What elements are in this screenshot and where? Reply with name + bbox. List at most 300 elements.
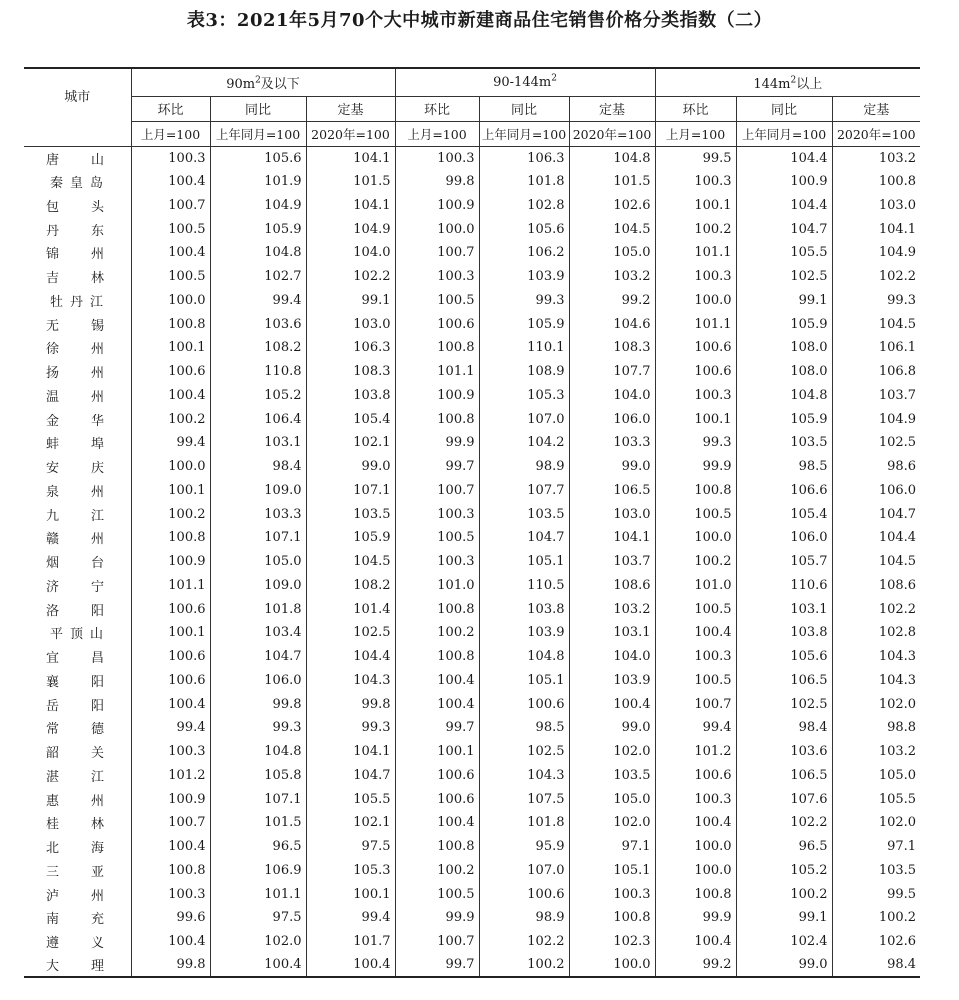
value-cell: 102.0 [569,811,655,835]
city-cell [24,835,131,859]
value-cell: 100.3 [131,146,210,170]
value-cell: 101.4 [306,597,395,621]
value-cell: 100.7 [655,692,736,716]
subheader-mom: 环比 [131,96,210,121]
table-row [24,431,920,455]
base-label-yoy: 上年同月=100 [479,121,569,146]
table-row [24,502,920,526]
base-label-fixed: 2020年=100 [569,121,655,146]
value-cell: 100.5 [131,265,210,289]
value-cell: 104.4 [832,526,920,550]
subheader-fixed-base: 定基 [832,96,920,121]
table-row [24,217,920,241]
table-row [24,835,920,859]
value-cell: 99.3 [210,716,306,740]
value-cell: 99.8 [395,170,479,194]
value-cell: 100.4 [569,692,655,716]
value-cell: 102.5 [832,431,920,455]
value-cell: 97.5 [306,835,395,859]
value-cell: 98.4 [736,716,832,740]
value-cell: 99.1 [736,289,832,313]
city-cell [24,194,131,218]
table-row [24,170,920,194]
value-cell: 107.1 [306,479,395,503]
value-cell: 104.1 [306,740,395,764]
city-cell [24,455,131,479]
value-cell: 102.6 [569,194,655,218]
value-cell: 100.1 [395,740,479,764]
value-cell: 99.8 [131,954,210,978]
city-name: 吉 林 [46,271,104,287]
city-cell [24,502,131,526]
value-cell: 102.3 [569,930,655,954]
value-cell: 101.5 [306,170,395,194]
value-cell: 108.2 [306,574,395,598]
value-cell: 104.5 [832,550,920,574]
value-cell: 100.4 [395,669,479,693]
city-name: 安 庆 [46,461,104,477]
value-cell: 100.4 [210,954,306,978]
value-cell: 98.4 [832,954,920,978]
value-cell: 102.2 [832,265,920,289]
value-cell: 100.8 [395,407,479,431]
city-name: 包 头 [46,199,104,215]
value-cell: 100.6 [131,360,210,384]
value-cell: 100.8 [131,859,210,883]
value-cell: 103.9 [479,621,569,645]
value-cell: 104.6 [569,312,655,336]
value-cell: 102.5 [736,265,832,289]
value-cell: 105.5 [306,787,395,811]
value-cell: 108.9 [479,360,569,384]
value-cell: 101.0 [655,574,736,598]
value-cell: 109.0 [210,574,306,598]
city-cell [24,265,131,289]
value-cell: 102.2 [479,930,569,954]
value-cell: 104.1 [306,146,395,170]
table-row [24,621,920,645]
table-row [24,787,920,811]
value-cell: 97.5 [210,906,306,930]
city-cell [24,289,131,313]
value-cell: 104.7 [306,764,395,788]
subheader-mom: 环比 [655,96,736,121]
value-cell: 110.5 [479,574,569,598]
value-cell: 104.9 [306,217,395,241]
value-cell: 100.3 [655,645,736,669]
city-cell [24,479,131,503]
value-cell: 103.8 [479,597,569,621]
value-cell: 102.5 [736,692,832,716]
value-cell: 102.5 [479,740,569,764]
value-cell: 100.3 [655,265,736,289]
value-cell: 101.2 [655,740,736,764]
value-cell: 101.7 [306,930,395,954]
value-cell: 100.2 [131,502,210,526]
value-cell: 100.4 [655,811,736,835]
value-cell: 104.4 [736,194,832,218]
value-cell: 101.1 [655,312,736,336]
value-cell: 100.5 [395,882,479,906]
value-cell: 100.8 [395,835,479,859]
city-cell [24,526,131,550]
city-name: 洛 阳 [46,603,104,619]
city-cell [24,692,131,716]
table-row [24,859,920,883]
value-cell: 103.3 [210,502,306,526]
value-cell: 102.1 [306,811,395,835]
value-cell: 110.6 [736,574,832,598]
value-cell: 105.4 [736,502,832,526]
value-cell: 100.7 [131,811,210,835]
value-cell: 100.6 [131,597,210,621]
value-cell: 100.6 [395,787,479,811]
value-cell: 99.1 [306,289,395,313]
value-cell: 108.0 [736,336,832,360]
city-name: 北 海 [46,841,104,857]
city-cell [24,882,131,906]
value-cell: 104.2 [479,431,569,455]
value-cell: 104.0 [569,384,655,408]
value-cell: 102.2 [832,597,920,621]
city-cell [24,550,131,574]
value-cell: 96.5 [736,835,832,859]
value-cell: 103.9 [569,669,655,693]
table-row [24,526,920,550]
value-cell: 101.1 [395,360,479,384]
price-index-table [24,67,920,978]
value-cell: 100.6 [395,764,479,788]
city-cell [24,217,131,241]
table-body [24,146,920,977]
city-cell [24,312,131,336]
value-cell: 102.5 [306,621,395,645]
base-label-fixed: 2020年=100 [306,121,395,146]
value-cell: 105.0 [832,764,920,788]
value-cell: 100.4 [131,384,210,408]
value-cell: 101.1 [131,574,210,598]
value-cell: 103.6 [210,312,306,336]
value-cell: 105.6 [210,146,306,170]
table-row [24,882,920,906]
value-cell: 106.5 [736,764,832,788]
value-cell: 100.0 [655,835,736,859]
value-cell: 104.5 [306,550,395,574]
value-cell: 100.4 [655,621,736,645]
value-cell: 99.9 [395,431,479,455]
value-cell: 100.2 [655,217,736,241]
value-cell: 105.6 [736,645,832,669]
value-cell: 99.6 [131,906,210,930]
value-cell: 100.8 [655,882,736,906]
base-label-yoy: 上年同月=100 [736,121,832,146]
value-cell: 104.1 [306,194,395,218]
value-cell: 105.9 [736,407,832,431]
value-cell: 101.1 [655,241,736,265]
value-cell: 106.6 [736,479,832,503]
value-cell: 104.7 [479,526,569,550]
value-cell: 104.8 [736,384,832,408]
value-cell: 104.8 [210,241,306,265]
city-name: 扬 州 [46,366,104,382]
value-cell: 100.3 [395,146,479,170]
city-cell [24,336,131,360]
value-cell: 107.7 [479,479,569,503]
value-cell: 99.5 [655,146,736,170]
value-cell: 101.8 [210,597,306,621]
value-cell: 99.0 [569,455,655,479]
value-cell: 100.0 [131,289,210,313]
value-cell: 100.7 [395,930,479,954]
value-cell: 101.5 [569,170,655,194]
table-row [24,645,920,669]
value-cell: 99.4 [655,716,736,740]
value-cell: 100.4 [131,692,210,716]
value-cell: 100.9 [131,787,210,811]
value-cell: 103.2 [832,740,920,764]
value-cell: 105.0 [569,241,655,265]
value-cell: 102.6 [832,930,920,954]
city-cell [24,360,131,384]
city-cell [24,716,131,740]
city-name: 南 充 [46,912,104,928]
city-name: 襄 阳 [46,674,104,690]
value-cell: 104.9 [210,194,306,218]
value-cell: 103.1 [210,431,306,455]
base-label-mom: 上月=100 [131,121,210,146]
city-name: 无 锡 [46,318,104,334]
city-name: 遵 义 [46,936,104,952]
value-cell: 102.8 [832,621,920,645]
value-cell: 99.5 [832,882,920,906]
city-name: 宜 昌 [46,651,104,667]
value-cell: 103.4 [210,621,306,645]
value-cell: 104.3 [479,764,569,788]
value-cell: 100.4 [395,811,479,835]
value-cell: 108.2 [210,336,306,360]
table-row [24,241,920,265]
value-cell: 100.2 [655,550,736,574]
value-cell: 104.4 [736,146,832,170]
value-cell: 106.0 [832,479,920,503]
value-cell: 101.0 [395,574,479,598]
value-cell: 104.0 [569,645,655,669]
value-cell: 100.8 [131,312,210,336]
value-cell: 104.0 [306,241,395,265]
value-cell: 105.0 [210,550,306,574]
value-cell: 103.5 [832,859,920,883]
value-cell: 102.2 [736,811,832,835]
value-cell: 105.9 [736,312,832,336]
value-cell: 100.5 [655,502,736,526]
table-row [24,740,920,764]
value-cell: 106.2 [479,241,569,265]
value-cell: 95.9 [479,835,569,859]
value-cell: 103.7 [832,384,920,408]
city-name: 济 宁 [46,579,104,595]
city-cell [24,621,131,645]
city-cell [24,431,131,455]
city-cell [24,407,131,431]
value-cell: 105.3 [306,859,395,883]
value-cell: 100.1 [131,621,210,645]
city-name: 唐 山 [46,152,104,168]
value-cell: 101.2 [131,764,210,788]
value-cell: 101.9 [210,170,306,194]
table-row [24,455,920,479]
value-cell: 106.0 [736,526,832,550]
value-cell: 100.4 [395,692,479,716]
group-header-large: $144m^2$以上 [655,68,920,96]
value-cell: 107.7 [569,360,655,384]
table-row [24,407,920,431]
value-cell: 99.9 [655,906,736,930]
value-cell: 109.0 [210,479,306,503]
city-cell [24,669,131,693]
value-cell: 96.5 [210,835,306,859]
value-cell: 100.8 [395,336,479,360]
value-cell: 100.3 [655,170,736,194]
city-name: 蚌 埠 [46,437,104,453]
value-cell: 104.1 [569,526,655,550]
city-cell [24,859,131,883]
value-cell: 102.0 [832,811,920,835]
value-cell: 103.9 [479,265,569,289]
value-cell: 103.0 [832,194,920,218]
value-cell: 100.3 [131,882,210,906]
city-name: 泸 州 [46,888,104,904]
value-cell: 104.5 [832,312,920,336]
value-cell: 105.9 [306,526,395,550]
city-name: 湛 江 [46,769,104,785]
value-cell: 100.3 [569,882,655,906]
value-cell: 100.9 [131,550,210,574]
value-cell: 107.0 [479,859,569,883]
city-name: 秦 皇 岛 [50,176,103,192]
base-label-mom: 上月=100 [395,121,479,146]
value-cell: 100.4 [306,954,395,978]
value-cell: 99.8 [210,692,306,716]
value-cell: 104.8 [569,146,655,170]
value-cell: 105.9 [210,217,306,241]
value-cell: 105.5 [832,787,920,811]
table-row [24,265,920,289]
city-name: 三 亚 [46,864,104,880]
value-cell: 103.3 [569,431,655,455]
value-cell: 103.0 [569,502,655,526]
value-cell: 110.8 [210,360,306,384]
value-cell: 99.7 [395,954,479,978]
value-cell: 104.9 [832,241,920,265]
city-name: 平 顶 山 [50,627,103,643]
value-cell: 98.9 [479,455,569,479]
value-cell: 100.4 [131,930,210,954]
value-cell: 99.2 [655,954,736,978]
city-name: 九 江 [46,508,104,524]
value-cell: 100.9 [395,384,479,408]
value-cell: 99.7 [395,716,479,740]
city-cell [24,954,131,978]
city-name: 丹 东 [46,223,104,239]
city-cell [24,645,131,669]
value-cell: 110.1 [479,336,569,360]
value-cell: 100.5 [655,597,736,621]
value-cell: 100.8 [131,526,210,550]
value-cell: 99.0 [736,954,832,978]
table-row [24,716,920,740]
value-cell: 102.2 [306,265,395,289]
value-cell: 100.5 [655,669,736,693]
value-cell: 100.1 [131,479,210,503]
value-cell: 108.6 [569,574,655,598]
table-row [24,574,920,598]
value-cell: 108.0 [736,360,832,384]
value-cell: 102.0 [569,740,655,764]
city-name: 烟 台 [46,556,104,572]
value-cell: 101.8 [479,170,569,194]
value-cell: 98.4 [210,455,306,479]
table-row [24,692,920,716]
value-cell: 103.7 [569,550,655,574]
value-cell: 100.1 [306,882,395,906]
city-cell [24,811,131,835]
city-name: 常 德 [46,722,104,738]
value-cell: 100.0 [655,526,736,550]
value-cell: 105.1 [569,859,655,883]
table-row [24,954,920,978]
value-cell: 106.1 [832,336,920,360]
value-cell: 105.3 [479,384,569,408]
city-name: 赣 州 [46,532,104,548]
value-cell: 103.2 [569,597,655,621]
value-cell: 106.3 [479,146,569,170]
value-cell: 101.1 [210,882,306,906]
value-cell: 97.1 [569,835,655,859]
value-cell: 106.8 [832,360,920,384]
value-cell: 104.7 [832,502,920,526]
value-cell: 105.8 [210,764,306,788]
value-cell: 100.5 [395,289,479,313]
value-cell: 100.6 [131,669,210,693]
value-cell: 100.1 [655,194,736,218]
value-cell: 99.3 [655,431,736,455]
value-cell: 100.8 [832,170,920,194]
value-cell: 106.0 [210,669,306,693]
table-row [24,669,920,693]
value-cell: 103.6 [736,740,832,764]
value-cell: 107.6 [736,787,832,811]
value-cell: 100.4 [131,170,210,194]
value-cell: 100.4 [655,930,736,954]
value-cell: 106.3 [306,336,395,360]
city-cell [24,930,131,954]
value-cell: 100.1 [131,336,210,360]
value-cell: 102.8 [479,194,569,218]
value-cell: 103.5 [306,502,395,526]
value-cell: 100.3 [395,265,479,289]
value-cell: 100.3 [395,550,479,574]
value-cell: 99.3 [306,716,395,740]
subheader-yoy: 同比 [479,96,569,121]
value-cell: 105.4 [306,407,395,431]
base-label-mom: 上月=100 [655,121,736,146]
value-cell: 106.0 [569,407,655,431]
value-cell: 99.8 [306,692,395,716]
value-cell: 99.4 [131,431,210,455]
subheader-mom: 环比 [395,96,479,121]
value-cell: 99.0 [306,455,395,479]
value-cell: 102.0 [210,930,306,954]
